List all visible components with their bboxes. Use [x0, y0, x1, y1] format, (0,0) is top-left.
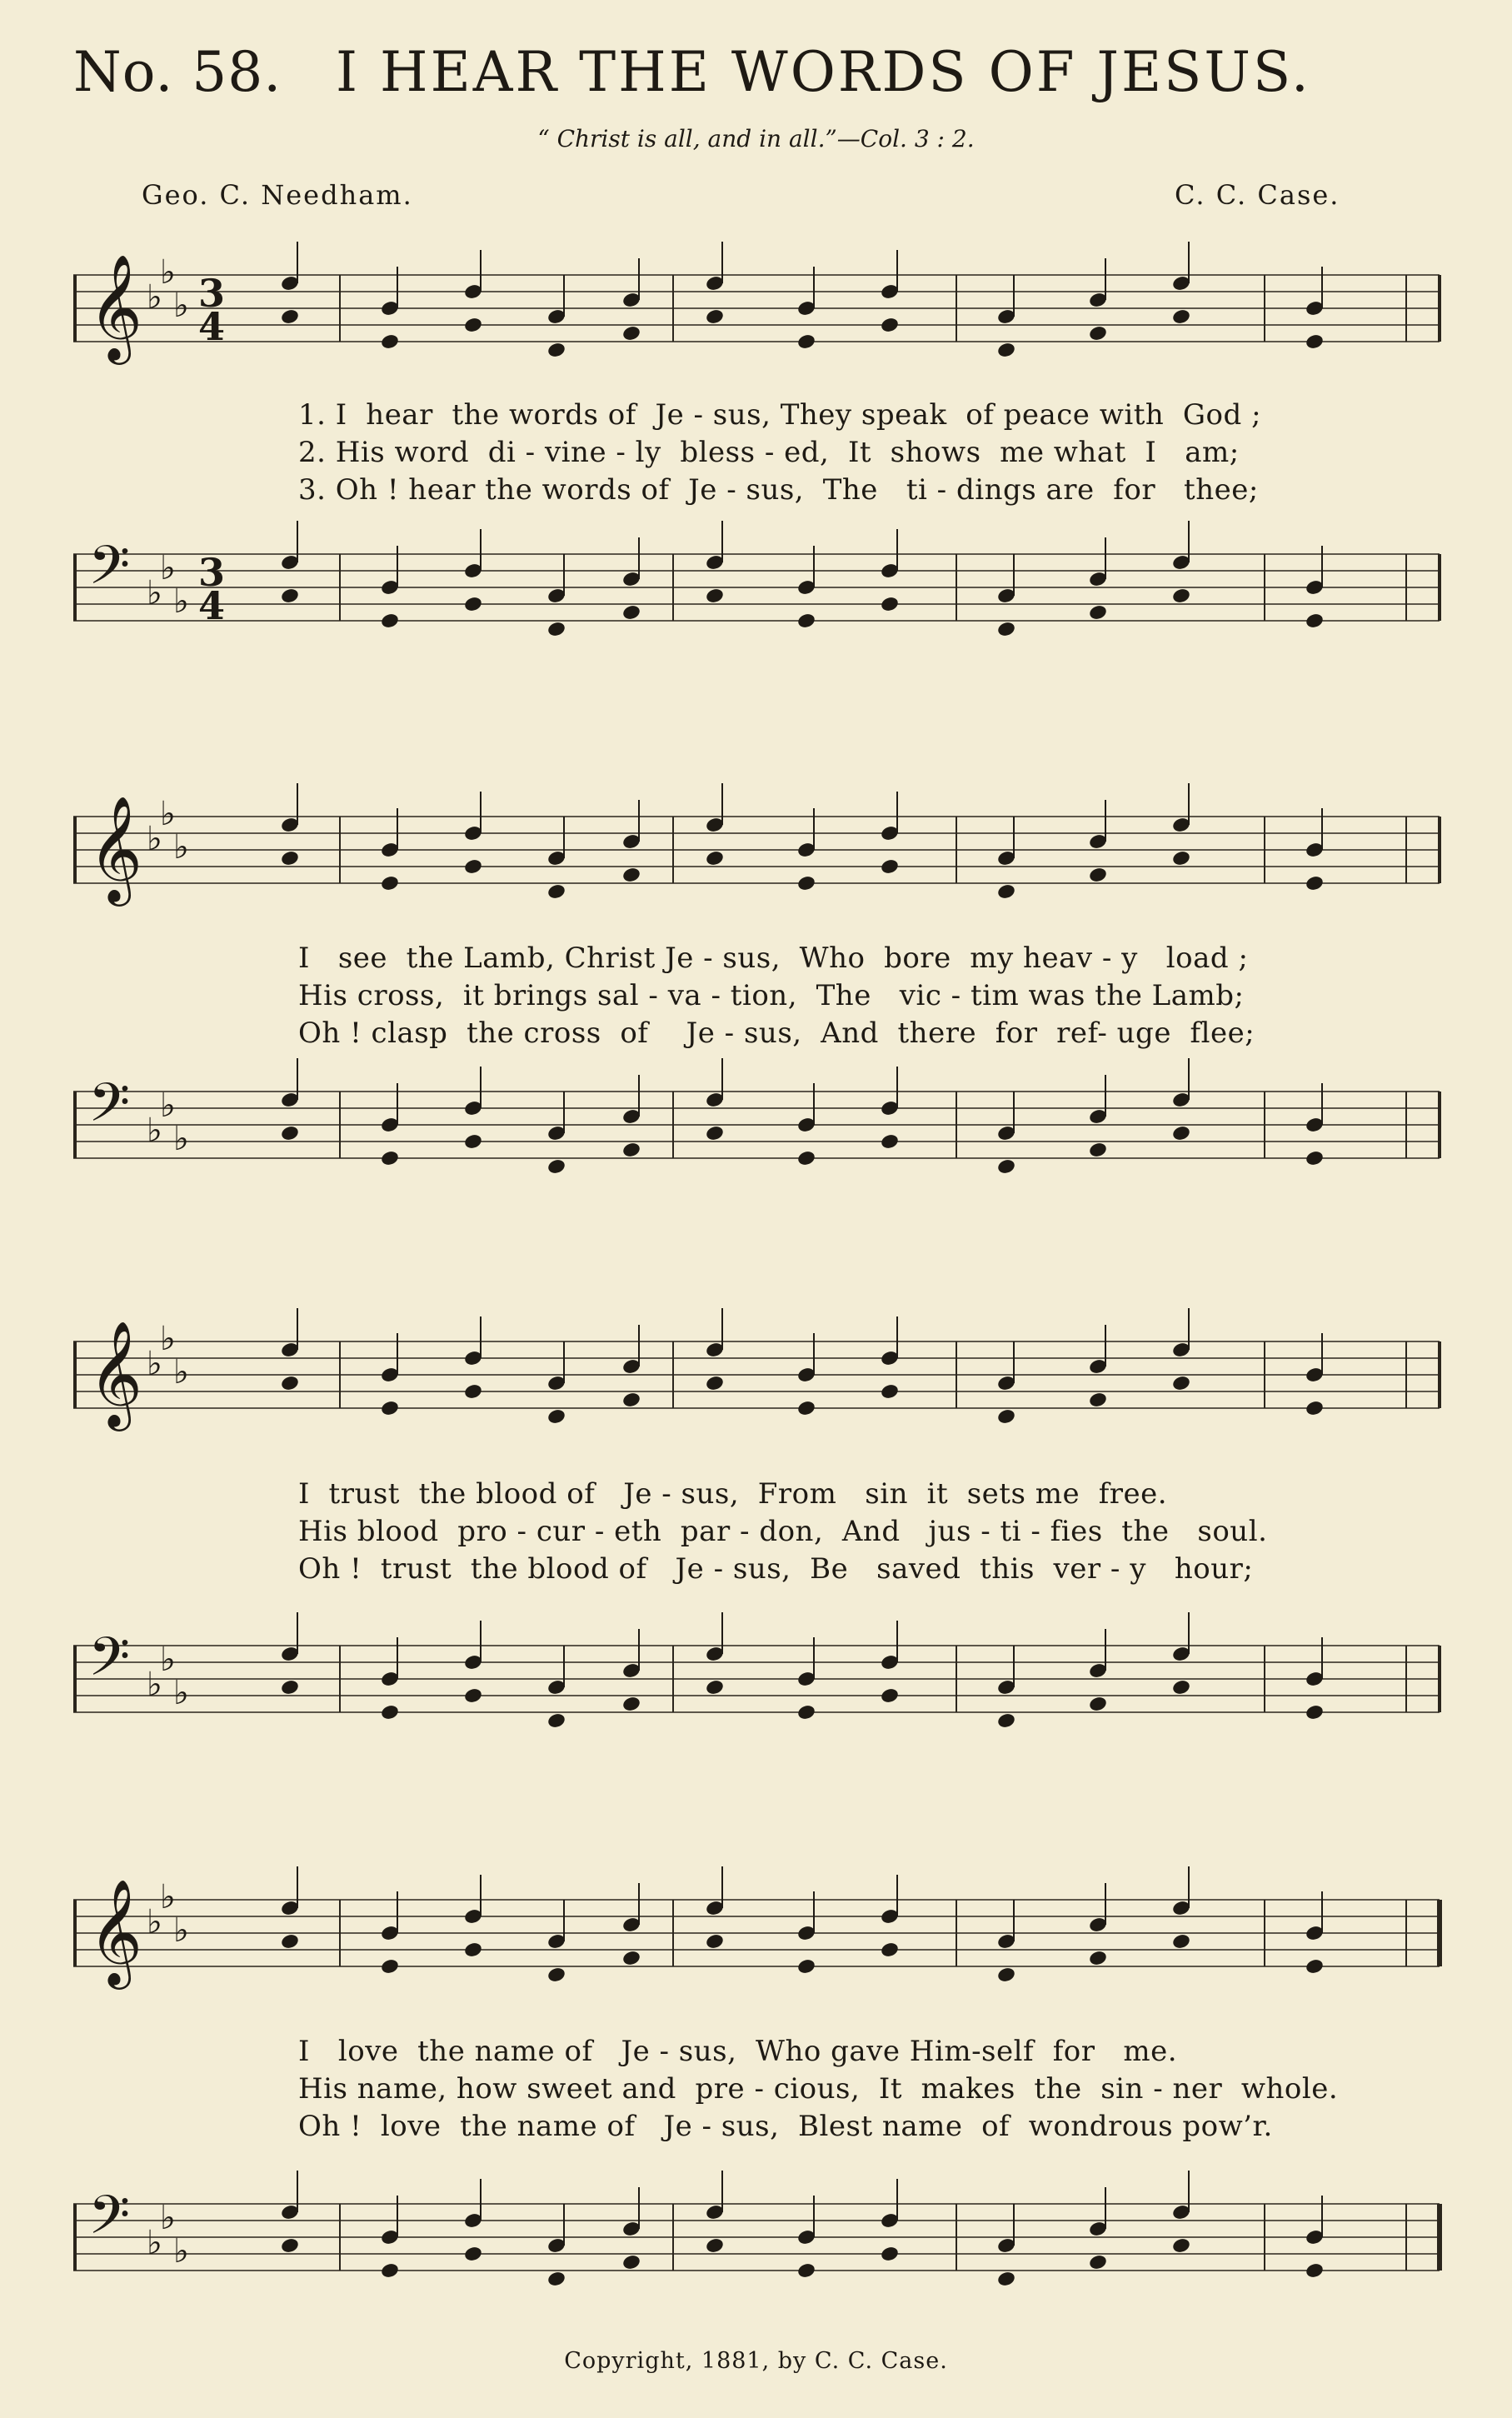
flat-sign-icon: ♭: [160, 795, 176, 833]
note-head-icon: [380, 1958, 400, 1976]
flat-sign-icon: ♭: [173, 287, 189, 325]
flat-sign-icon: ♭: [160, 1641, 176, 1679]
note-head-icon: [1088, 325, 1108, 342]
note-head-icon: [880, 596, 900, 613]
note-head-icon: [380, 612, 400, 630]
treble-staff: [73, 1308, 1448, 1475]
note-head-icon: [705, 2237, 725, 2255]
bass-clef-icon: 𝄢: [88, 1072, 131, 1147]
bass-staff: [73, 1058, 1448, 1225]
note-head-icon: [463, 1133, 483, 1151]
note-head-icon: [621, 1142, 641, 1159]
flat-sign-icon: ♭: [173, 1911, 189, 1950]
bass-clef-icon: 𝄢: [88, 535, 131, 610]
note-head-icon: [280, 587, 300, 605]
note-head-icon: [1305, 1958, 1325, 1976]
scripture-epigraph: “ Christ is all, and in all.”—Col. 3 : 2.: [537, 125, 975, 152]
note-head-icon: [1088, 1142, 1108, 1159]
note-head-icon: [996, 2271, 1016, 2288]
flat-sign-icon: ♭: [160, 549, 176, 587]
lyric-line-verse-1: I trust the blood of Je - sus, From sin it sets me free.: [298, 1477, 1168, 1511]
note-head-icon: [1305, 2262, 1325, 2280]
note-head-icon: [1088, 604, 1108, 622]
music-system-4: [73, 1866, 1448, 2333]
note-head-icon: [880, 1687, 900, 1705]
lyric-line-verse-2: His cross, it brings sal - va - tion, The vic - tim was the Lamb;: [298, 979, 1245, 1012]
note-head-icon: [1171, 1679, 1191, 1696]
note-head-icon: [546, 621, 566, 638]
note-head-icon: [463, 2246, 483, 2263]
lyric-line-verse-3: Oh ! love the name of Je - sus, Blest name of wondrous pow’r.: [298, 2110, 1273, 2143]
note-head-icon: [880, 858, 900, 876]
lyric-line-verse-1: 1. I hear the words of Je - sus, They speak of peace with God ;: [298, 398, 1262, 432]
lyric-line-verse-3: Oh ! trust the blood of Je - sus, Be saved this ver - y hour;: [298, 1552, 1254, 1586]
note-head-icon: [621, 1696, 641, 1713]
note-head-icon: [621, 1950, 641, 1967]
note-head-icon: [796, 1400, 816, 1417]
note-head-icon: [705, 850, 725, 867]
flat-sign-icon: ♭: [173, 582, 189, 621]
flat-sign-icon: ♭: [160, 1878, 176, 1916]
note-head-icon: [546, 342, 566, 359]
composer-credit: C. C. Case.: [1175, 179, 1340, 211]
note-head-icon: [621, 604, 641, 622]
note-head-icon: [796, 1958, 816, 1976]
note-head-icon: [280, 308, 300, 326]
note-head-icon: [546, 1966, 566, 1984]
flat-sign-icon: ♭: [147, 2224, 162, 2262]
note-head-icon: [705, 1679, 725, 1696]
note-head-icon: [1088, 1950, 1108, 1967]
note-head-icon: [880, 317, 900, 334]
hymn-number: No. 58.: [73, 40, 282, 104]
note-head-icon: [546, 1158, 566, 1176]
note-head-icon: [996, 883, 1016, 901]
note-head-icon: [1171, 850, 1191, 867]
flat-sign-icon: ♭: [147, 1666, 162, 1704]
treble-clef-icon: 𝄞: [88, 253, 143, 360]
flat-sign-icon: ♭: [173, 1674, 189, 1712]
flat-sign-icon: ♭: [160, 253, 176, 292]
note-head-icon: [880, 2246, 900, 2263]
note-head-icon: [380, 1704, 400, 1721]
note-head-icon: [380, 2262, 400, 2280]
note-head-icon: [996, 1158, 1016, 1176]
lyric-line-verse-3: 3. Oh ! hear the words of Je - sus, The ti - dings are for thee;: [298, 473, 1259, 507]
flat-sign-icon: ♭: [147, 820, 162, 858]
note-head-icon: [280, 1933, 300, 1951]
note-head-icon: [1171, 1125, 1191, 1142]
note-head-icon: [280, 850, 300, 867]
treble-staff: [73, 1866, 1448, 2033]
note-head-icon: [380, 1400, 400, 1417]
note-head-icon: [705, 1125, 725, 1142]
note-head-icon: [1305, 1704, 1325, 1721]
treble-staff: [73, 242, 1448, 408]
note-head-icon: [996, 1712, 1016, 1730]
note-head-icon: [1171, 2237, 1191, 2255]
note-head-icon: [280, 1679, 300, 1696]
music-system-3: [73, 1308, 1448, 1775]
note-head-icon: [380, 1150, 400, 1167]
copyright-notice: Copyright, 1881, by C. C. Case.: [564, 2348, 948, 2374]
note-head-icon: [1171, 1375, 1191, 1392]
note-head-icon: [621, 867, 641, 884]
note-head-icon: [1171, 1933, 1191, 1951]
note-head-icon: [1088, 867, 1108, 884]
note-head-icon: [996, 1966, 1016, 1984]
flat-sign-icon: ♭: [160, 1087, 176, 1125]
note-head-icon: [463, 317, 483, 334]
lyricist-credit: Geo. C. Needham.: [142, 179, 413, 211]
note-head-icon: [546, 1712, 566, 1730]
note-head-icon: [1088, 2254, 1108, 2271]
treble-staff: [73, 783, 1448, 950]
lyric-line-verse-2: 2. His word di - vine - ly bless - ed, It shows me what I am;: [298, 436, 1240, 469]
time-signature-bottom: 4: [198, 583, 226, 628]
flat-sign-icon: ♭: [173, 1353, 189, 1391]
note-head-icon: [546, 1408, 566, 1426]
note-head-icon: [996, 342, 1016, 359]
note-head-icon: [1305, 1150, 1325, 1167]
flat-sign-icon: ♭: [147, 278, 162, 317]
note-head-icon: [880, 1941, 900, 1959]
note-head-icon: [1088, 1391, 1108, 1409]
lyric-line-verse-2: His blood pro - cur - eth par - don, And jus - ti - fies the soul.: [298, 1515, 1268, 1548]
treble-clef-icon: 𝄞: [88, 1320, 143, 1426]
lyric-line-verse-1: I see the Lamb, Christ Je - sus, Who bore my heav - y load ;: [298, 942, 1249, 975]
lyric-line-verse-3: Oh ! clasp the cross of Je - sus, And there for ref- uge flee;: [298, 1017, 1255, 1050]
note-head-icon: [705, 587, 725, 605]
note-head-icon: [796, 1150, 816, 1167]
note-head-icon: [280, 1375, 300, 1392]
bass-clef-icon: 𝄢: [88, 2185, 131, 2260]
time-signature-top: 3: [198, 550, 226, 595]
note-head-icon: [705, 308, 725, 326]
note-head-icon: [546, 883, 566, 901]
note-head-icon: [621, 2254, 641, 2271]
flat-sign-icon: ♭: [160, 2199, 176, 2237]
note-head-icon: [880, 1133, 900, 1151]
note-head-icon: [463, 1687, 483, 1705]
header: [73, 40, 1490, 107]
note-head-icon: [796, 1704, 816, 1721]
flat-sign-icon: ♭: [173, 1120, 189, 1158]
note-head-icon: [380, 875, 400, 892]
hymn-title: I HEAR THE WORDS OF JESUS.: [336, 40, 1311, 104]
note-head-icon: [463, 596, 483, 613]
note-head-icon: [705, 1375, 725, 1392]
lyric-line-verse-1: I love the name of Je - sus, Who gave Him-self for me.: [298, 2035, 1178, 2068]
note-head-icon: [1088, 1696, 1108, 1713]
note-head-icon: [463, 1383, 483, 1401]
lyric-line-verse-2: His name, how sweet and pre - cious, It makes the sin - ner whole.: [298, 2072, 1339, 2106]
flat-sign-icon: ♭: [147, 1112, 162, 1150]
music-system-2: [73, 783, 1448, 1233]
treble-clef-icon: 𝄞: [88, 1878, 143, 1985]
note-head-icon: [1305, 612, 1325, 630]
note-head-icon: [280, 1125, 300, 1142]
bass-staff: [73, 2171, 1448, 2337]
note-head-icon: [880, 1383, 900, 1401]
note-head-icon: [796, 612, 816, 630]
note-head-icon: [996, 1408, 1016, 1426]
note-head-icon: [1305, 875, 1325, 892]
note-head-icon: [1171, 587, 1191, 605]
bass-staff: [73, 1612, 1448, 1779]
note-head-icon: [621, 1391, 641, 1409]
bass-staff: [73, 521, 1448, 687]
note-head-icon: [1171, 308, 1191, 326]
note-head-icon: [380, 333, 400, 351]
note-head-icon: [1305, 1400, 1325, 1417]
flat-sign-icon: ♭: [173, 2232, 189, 2271]
note-head-icon: [1305, 333, 1325, 351]
bass-clef-icon: 𝄢: [88, 1626, 131, 1701]
note-head-icon: [280, 2237, 300, 2255]
time-signature-top: 3: [198, 271, 226, 316]
note-head-icon: [796, 2262, 816, 2280]
note-head-icon: [705, 1933, 725, 1951]
note-head-icon: [463, 858, 483, 876]
note-head-icon: [621, 325, 641, 342]
flat-sign-icon: ♭: [147, 574, 162, 612]
music-system-1: [73, 242, 1448, 692]
flat-sign-icon: ♭: [147, 1903, 162, 1941]
note-head-icon: [463, 1941, 483, 1959]
flat-sign-icon: ♭: [160, 1320, 176, 1358]
flat-sign-icon: ♭: [173, 828, 189, 867]
note-head-icon: [796, 333, 816, 351]
note-head-icon: [796, 875, 816, 892]
note-head-icon: [546, 2271, 566, 2288]
time-signature-bottom: 4: [198, 304, 226, 349]
treble-clef-icon: 𝄞: [88, 795, 143, 902]
note-head-icon: [996, 621, 1016, 638]
flat-sign-icon: ♭: [147, 1345, 162, 1383]
